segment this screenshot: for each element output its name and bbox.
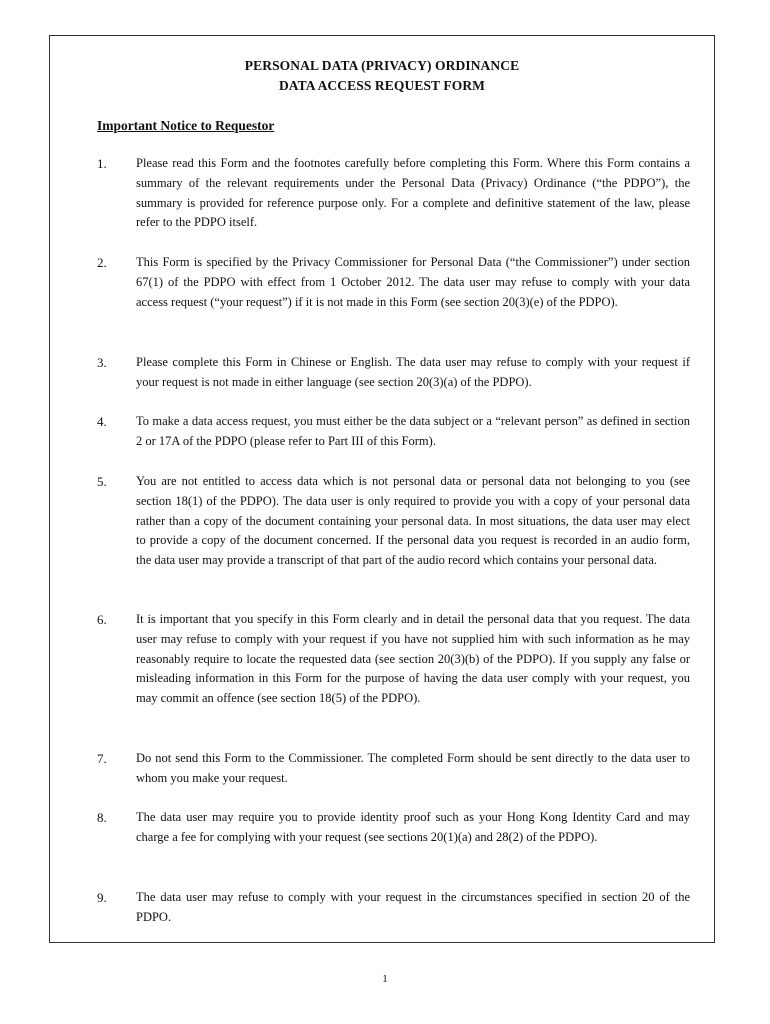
item-number: 6. (97, 612, 107, 627)
item-text: You are not entitled to access data which is not personal data or personal data not belonging to you (see section 18(1) of the PDPO). The data user is only required to provide you with a copy of your personal data rather than a copy of the document containing your personal data. In most situations, the data user may elect to provide a copy of the document concerned. If the personal data you request is recorded in an audio form, the data user may provide a transcript of that part of the audio record which contains your personal data. (136, 474, 690, 568)
item-text: It is important that you specify in this Form clearly and in detail the personal data that you request. The data user may refuse to comply with your request if you have not supplied him with such information as he may reasonably require to locate the requested data (see section 20(3)(b) of the PDPO). If you supply any false or misleading information in this Form for the purpose of having the data user comply with your request, you may commit an offence (see section 18(5) of the PDPO). (136, 612, 690, 706)
item-text: Please complete this Form in Chinese or English. The data user may refuse to comply with your request if your request is not made in either language (see section 20(3)(a) of the PDPO). (136, 355, 690, 389)
item-text: To make a data access request, you must either be the data subject or a “relevant person” as defined in section 2 or 17A of the PDPO (please refer to Part III of this Form). (136, 414, 690, 448)
item-number: 1. (97, 156, 107, 171)
item-number: 4. (97, 414, 107, 429)
item-number: 8. (97, 810, 107, 825)
item-text: The data user may refuse to comply with your request in the circumstances specified in section 20 of the PDPO. (136, 890, 690, 924)
item-number: 5. (97, 474, 107, 489)
page-number: 1 (382, 973, 388, 985)
item-number: 9. (97, 890, 107, 905)
notice-heading: Important Notice to Requestor (97, 118, 275, 133)
document-subtitle: DATA ACCESS REQUEST FORM (278, 78, 486, 93)
item-number: 7. (97, 751, 107, 766)
item-text: Do not send this Form to the Commissioner. The completed Form should be sent directly to the data user to whom you make your request. (136, 751, 690, 785)
document-title: PERSONAL DATA (PRIVACY) ORDINANCE (244, 58, 520, 73)
item-number: 2. (97, 255, 107, 270)
item-number: 3. (97, 355, 107, 370)
item-text: The data user may require you to provide identity proof such as your Hong Kong Identity Card and may charge a fee for complying with your request (see sections 20(1)(a) and 28(2) of the PDPO). (136, 810, 690, 844)
item-text: This Form is specified by the Privacy Commissioner for Personal Data (“the Commissioner”) under section 67(1) of the PDPO with effect from 1 October 2012. The data user may refuse to comply with your data access request (“your request”) if it is not made in this Form (see section 20(3)(e) of the PDPO). (136, 255, 690, 309)
item-text: Please read this Form and the footnotes carefully before completing this Form. Where this Form contains a summary of the relevant requirements under the Personal Data (Privacy) Ordinance (“the PDPO”), the summary is provided for reference purpose only. For a complete and definitive statement of the law, please refer to the PDPO itself. (136, 156, 690, 230)
